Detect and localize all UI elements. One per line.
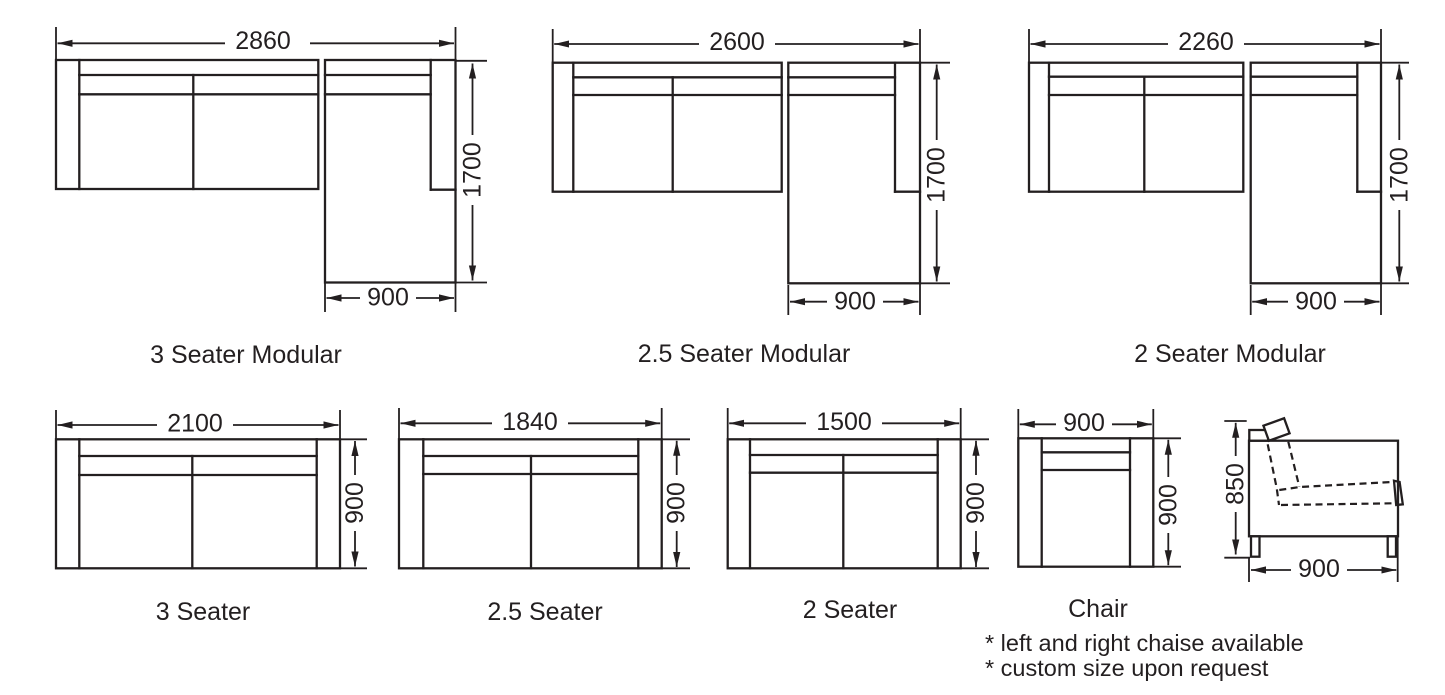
dim-chaise-width: 900 xyxy=(834,287,876,316)
back-leg xyxy=(1388,536,1396,556)
plan-2-seater xyxy=(728,439,961,568)
dim-overall-width: 2860 xyxy=(235,27,291,55)
dim-depth: 900 xyxy=(962,482,990,524)
dim-chaise-width: 900 xyxy=(1295,287,1337,316)
diagram-label-2-5-seater: 2.5 Seater xyxy=(487,598,603,626)
plan-2-5-seater xyxy=(399,439,662,568)
notes xyxy=(985,630,1304,681)
note-chaise-availability: * left and right chaise available xyxy=(985,630,1304,656)
front-leg xyxy=(1251,536,1260,556)
dim-chaise-depth: 1700 xyxy=(458,142,487,198)
dim-chaise-depth: 1700 xyxy=(922,147,951,203)
diagram-label-chair: Chair xyxy=(1068,595,1128,623)
plan-3-seater xyxy=(56,439,340,568)
dim-overall-width: 1500 xyxy=(816,408,872,436)
dim-chaise-width: 900 xyxy=(367,283,409,312)
dim-overall-width: 2260 xyxy=(1178,28,1234,56)
diagram-label-2-5-seater-modular: 2.5 Seater Modular xyxy=(637,340,851,368)
dim-depth: 900 xyxy=(341,482,369,524)
diagram-label-2-seater: 2 Seater xyxy=(802,596,898,624)
plan-chair xyxy=(1018,438,1153,566)
note-custom-size: * custom size upon request xyxy=(985,655,1269,681)
dim-overall-width: 1840 xyxy=(502,408,558,436)
diagram-label-3-seater-modular: 3 Seater Modular xyxy=(150,341,342,369)
dim-chaise-depth: 1700 xyxy=(1385,147,1414,203)
dim-depth: 900 xyxy=(1154,484,1183,526)
diagram-label-3-seater: 3 Seater xyxy=(155,598,251,626)
diagram-label-2-seater-modular: 2 Seater Modular xyxy=(1134,340,1326,368)
dim-overall-width: 2600 xyxy=(709,28,765,56)
dim-depth: 900 xyxy=(1298,555,1340,583)
dim-depth: 900 xyxy=(662,482,691,524)
dim-height: 850 xyxy=(1221,463,1250,505)
dim-overall-width: 2100 xyxy=(167,409,223,438)
dim-overall-width: 900 xyxy=(1063,409,1105,437)
